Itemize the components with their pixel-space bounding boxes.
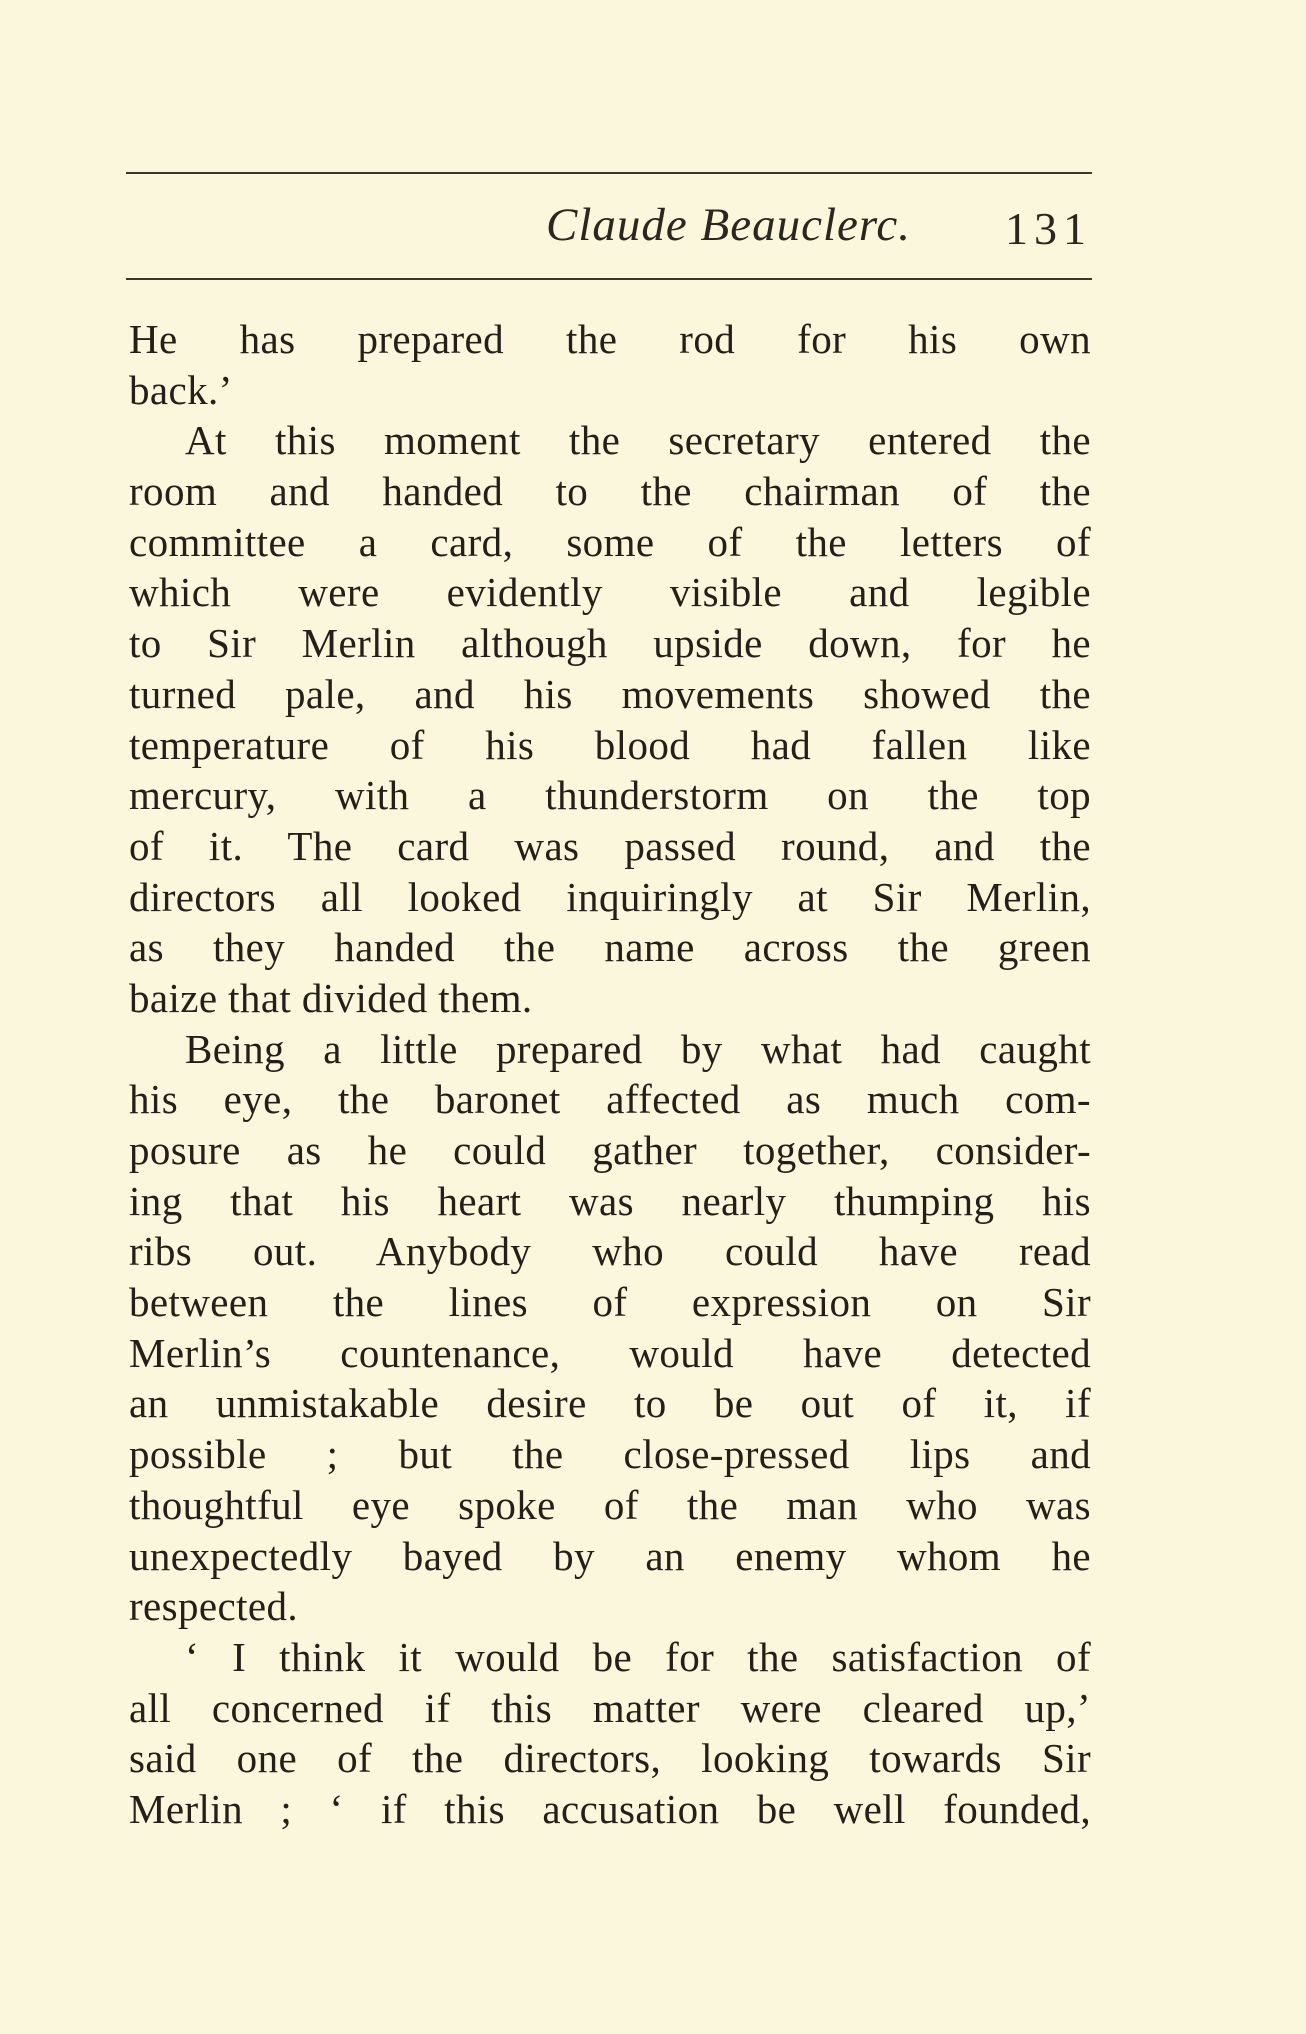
text-line: all concerned if this matter were cleared up,’ bbox=[129, 1684, 1091, 1731]
text-line: Merlin’s countenance, would have detected bbox=[129, 1329, 1091, 1376]
text-line: possible ; but the close-pressed lips and bbox=[129, 1431, 1091, 1478]
text-line: directors all looked inquiringly at Sir Merlin, bbox=[129, 873, 1091, 920]
text-line: of it. The card was passed round, and the bbox=[129, 822, 1091, 869]
text-line: which were evidently visible and legible bbox=[129, 569, 1091, 616]
text-line: room and handed to the chairman of the bbox=[129, 468, 1091, 515]
text-line: mercury, with a thunderstorm on the top bbox=[129, 772, 1091, 819]
text-line: Merlin ; ‘ if this accusation be well founded, bbox=[129, 1785, 1091, 1832]
text-line: thoughtful eye spoke of the man who was bbox=[129, 1481, 1091, 1528]
text-line: back.’ bbox=[129, 366, 233, 413]
text-line: baize that divided them. bbox=[129, 974, 533, 1021]
text-line: an unmistakable desire to be out of it, if bbox=[129, 1380, 1091, 1427]
text-line: unexpectedly bayed by an enemy whom he bbox=[129, 1532, 1091, 1579]
header-top-rule bbox=[126, 172, 1092, 174]
running-head bbox=[126, 188, 1092, 268]
text-line: temperature of his blood had fallen like bbox=[129, 721, 1091, 768]
text-line: ribs out. Anybody who could have read bbox=[129, 1228, 1091, 1275]
page-number: 131 bbox=[1005, 203, 1092, 254]
running-title: Claude Beauclerc. bbox=[546, 199, 912, 251]
text-line: posure as he could gather together, consider- bbox=[129, 1127, 1091, 1173]
text-line: ing that his heart was nearly thumping his bbox=[129, 1177, 1091, 1224]
text-line: At this moment the secretary entered the bbox=[185, 417, 1091, 464]
body-text bbox=[129, 314, 1091, 1835]
text-line: Being a little prepared by what had caught bbox=[185, 1025, 1091, 1072]
text-line: as they handed the name across the green bbox=[129, 924, 1091, 971]
text-line: turned pale, and his movements showed the bbox=[129, 670, 1091, 717]
text-line: his eye, the baronet affected as much com- bbox=[129, 1076, 1091, 1123]
text-line: respected. bbox=[129, 1583, 299, 1630]
text-line: between the lines of expression on Sir bbox=[129, 1279, 1091, 1326]
text-line: said one of the directors, looking towards Sir bbox=[129, 1735, 1091, 1782]
text-line: committee a card, some of the letters of bbox=[129, 518, 1091, 565]
text-line: He has prepared the rod for his own bbox=[129, 316, 1091, 362]
header-bottom-rule bbox=[126, 278, 1092, 280]
text-line: ‘ I think it would be for the satisfaction of bbox=[185, 1633, 1091, 1680]
text-line: to Sir Merlin although upside down, for he bbox=[129, 620, 1091, 667]
